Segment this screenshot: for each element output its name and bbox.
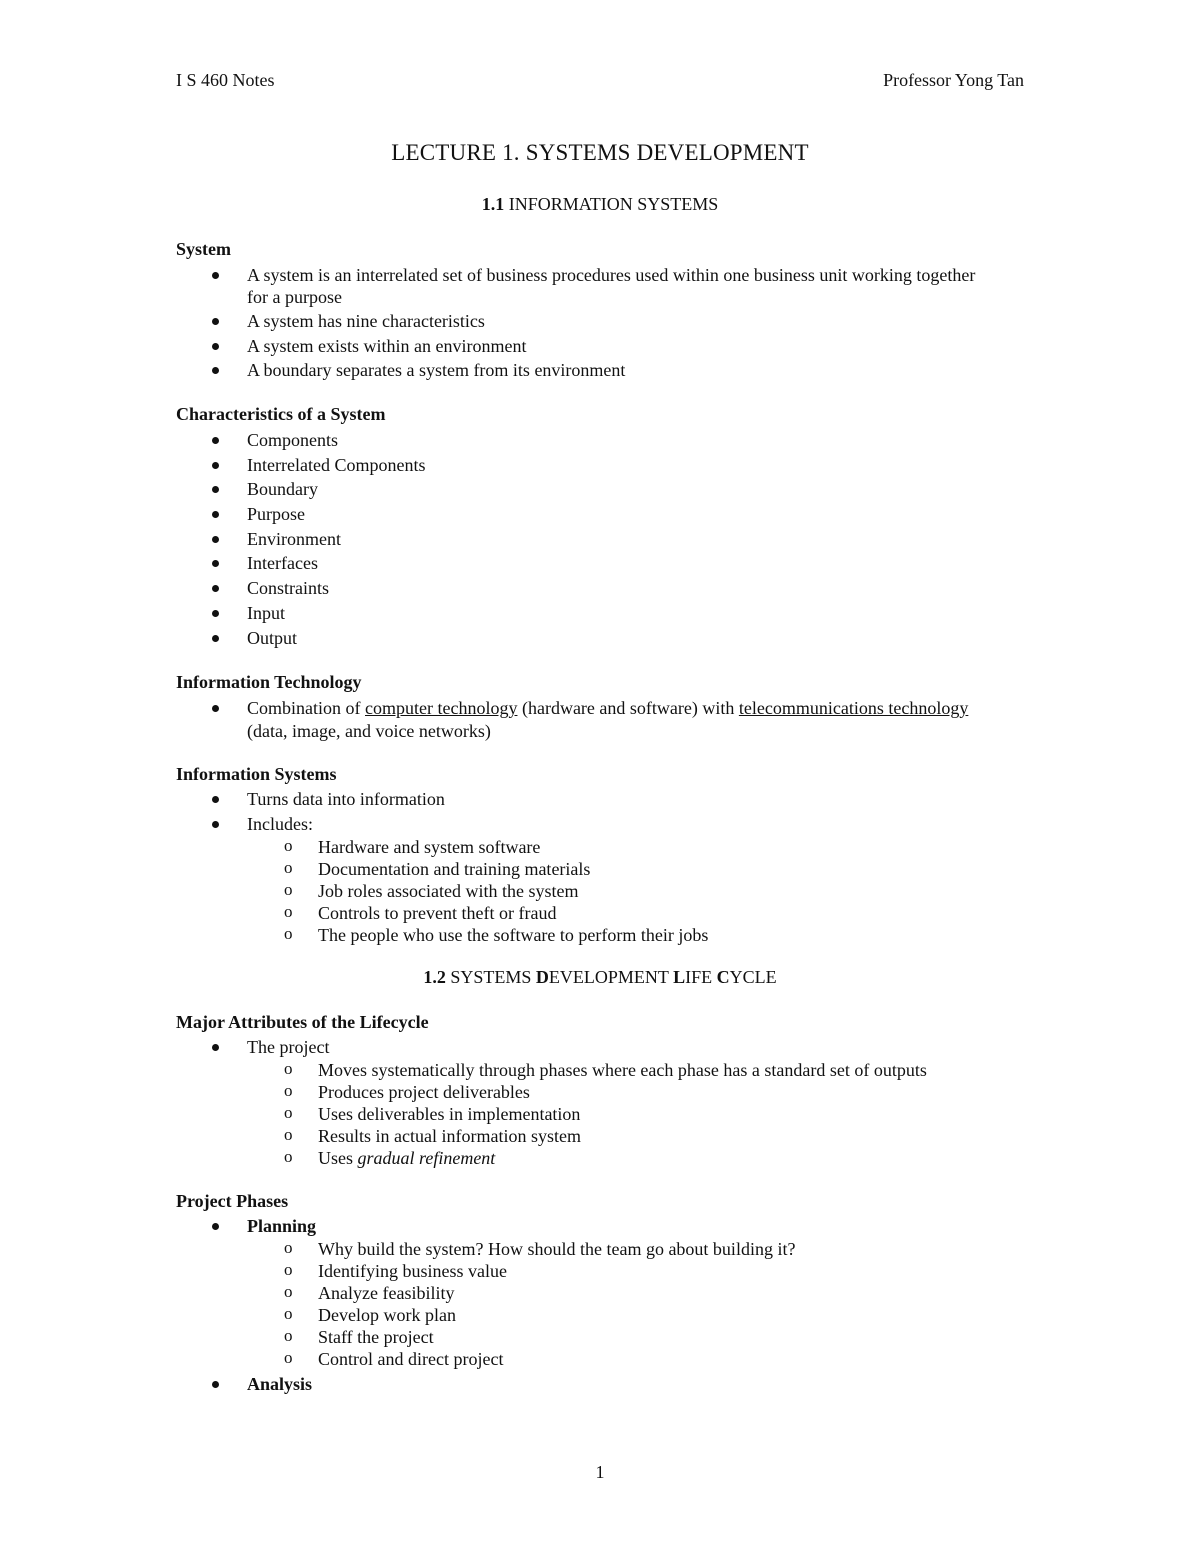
bullet-icon: [212, 318, 219, 325]
sub-bullet-icon: o: [284, 858, 293, 877]
underlined-term: computer technology: [365, 698, 518, 718]
list-item: Turns data into information: [247, 789, 445, 809]
section-1-number: 1.1: [481, 194, 505, 214]
bullet-icon: [212, 635, 219, 642]
bullet-icon: [212, 367, 219, 374]
sub-bullet-icon: o: [284, 1081, 293, 1100]
heading-system: System: [176, 239, 231, 259]
sub-list-item: [318, 1147, 1038, 1169]
list-item: Output: [247, 628, 298, 648]
text-run: L: [673, 967, 686, 987]
list-item: Purpose: [247, 504, 305, 524]
sub-list-item: Controls to prevent theft or fraud: [318, 903, 557, 923]
sub-bullet-icon: o: [284, 1304, 293, 1323]
bullet-icon: [212, 1044, 219, 1051]
sub-list-item: Control and direct project: [318, 1349, 504, 1369]
bullet-icon: [212, 560, 219, 567]
bullet-icon: [212, 536, 219, 543]
sub-bullet-icon: o: [284, 1125, 293, 1144]
list-item: The project: [247, 1037, 330, 1057]
bullet-icon: [212, 585, 219, 592]
list-item: Environment: [247, 529, 341, 549]
bullet-icon: [212, 1223, 219, 1230]
section-1-title: [0, 194, 1200, 215]
sub-list-item: Produces project deliverables: [318, 1082, 530, 1102]
sub-list-item: Uses deliverables in implementation: [318, 1104, 581, 1124]
text-run: SYSTEMS: [450, 967, 536, 987]
heading-characteristics: Characteristics of a System: [176, 404, 386, 424]
section-2-title: [0, 967, 1200, 988]
sub-list-item: Develop work plan: [318, 1305, 456, 1325]
bullet-icon: [212, 705, 219, 712]
list-item: A system exists within an environment: [247, 336, 527, 356]
phase-analysis: Analysis: [247, 1374, 313, 1394]
sub-list-item: Staff the project: [318, 1327, 434, 1347]
sub-bullet-icon: o: [284, 1238, 293, 1257]
sub-list-item: Results in actual information system: [318, 1126, 581, 1146]
bullet-icon: [212, 1381, 219, 1388]
bullet-icon: [212, 610, 219, 617]
list-item-continued: (data, image, and voice networks): [247, 721, 491, 741]
text-run: (hardware and software) with: [517, 698, 739, 718]
bullet-icon: [212, 272, 219, 279]
sub-list-item: Analyze feasibility: [318, 1283, 455, 1303]
bullet-icon: [212, 437, 219, 444]
sub-bullet-icon: o: [284, 1260, 293, 1279]
bullet-icon: [212, 486, 219, 493]
italic-term: gradual refinement: [357, 1148, 496, 1168]
sub-bullet-icon: o: [284, 836, 293, 855]
bullet-icon: [212, 821, 219, 828]
lecture-title: LECTURE 1. SYSTEMS DEVELOPMENT: [391, 140, 809, 165]
sub-bullet-icon: o: [284, 902, 293, 921]
section-2-number: 1.2: [423, 967, 446, 987]
list-item: Constraints: [247, 578, 330, 598]
list-item: Interrelated Components: [247, 455, 426, 475]
list-item: [247, 697, 1037, 719]
sub-bullet-icon: o: [284, 1147, 293, 1166]
sub-list-item: The people who use the software to perform their jobs: [318, 925, 709, 945]
list-item: Boundary: [247, 479, 318, 499]
bullet-icon: [212, 462, 219, 469]
bullet-icon: [212, 796, 219, 803]
sub-list-item: Hardware and system software: [318, 837, 541, 857]
text-run: Uses: [318, 1148, 358, 1168]
text-run: IFE: [685, 967, 717, 987]
sub-bullet-icon: o: [284, 1282, 293, 1301]
sub-bullet-icon: o: [284, 1059, 293, 1078]
sub-bullet-icon: o: [284, 1326, 293, 1345]
list-item: Interfaces: [247, 553, 318, 573]
text-run: EVELOPMENT: [548, 967, 674, 987]
text-run: YCLE: [729, 967, 777, 987]
text-run: D: [535, 967, 549, 987]
list-item-continued: for a purpose: [247, 287, 342, 307]
list-item: Components: [247, 430, 339, 450]
sub-bullet-icon: o: [284, 1348, 293, 1367]
text-run: Combination of: [247, 698, 365, 718]
heading-major-attributes: Major Attributes of the Lifecycle: [176, 1012, 429, 1032]
sub-bullet-icon: o: [284, 880, 293, 899]
section-1-text: INFORMATION SYSTEMS: [508, 194, 719, 214]
text-run: C: [716, 967, 730, 987]
list-item: A system has nine characteristics: [247, 311, 485, 331]
sub-list-item: Job roles associated with the system: [318, 881, 579, 901]
bullet-icon: [212, 343, 219, 350]
sub-bullet-icon: o: [284, 924, 293, 943]
list-item: A system is an interrelated set of business procedures used within one business unit working together: [247, 265, 976, 285]
header-course: I S 460 Notes: [176, 70, 275, 90]
bullet-icon: [212, 511, 219, 518]
heading-information-technology: Information Technology: [176, 672, 362, 692]
list-item: A boundary separates a system from its environment: [247, 360, 626, 380]
list-item: Input: [247, 603, 285, 623]
header-professor: Professor Yong Tan: [883, 70, 1024, 90]
page-number: 1: [595, 1462, 605, 1482]
heading-information-systems: Information Systems: [176, 764, 337, 784]
heading-project-phases: Project Phases: [176, 1191, 289, 1211]
phase-planning: Planning: [247, 1216, 317, 1236]
sub-list-item: Documentation and training materials: [318, 859, 591, 879]
sub-list-item: Why build the system? How should the team go about building it?: [318, 1239, 796, 1259]
list-item: Includes:: [247, 814, 313, 834]
sub-list-item: Moves systematically through phases where each phase has a standard set of outputs: [318, 1060, 927, 1080]
sub-list-item: Identifying business value: [318, 1261, 507, 1281]
sub-bullet-icon: o: [284, 1103, 293, 1122]
underlined-term: telecommunications technology: [738, 698, 969, 718]
